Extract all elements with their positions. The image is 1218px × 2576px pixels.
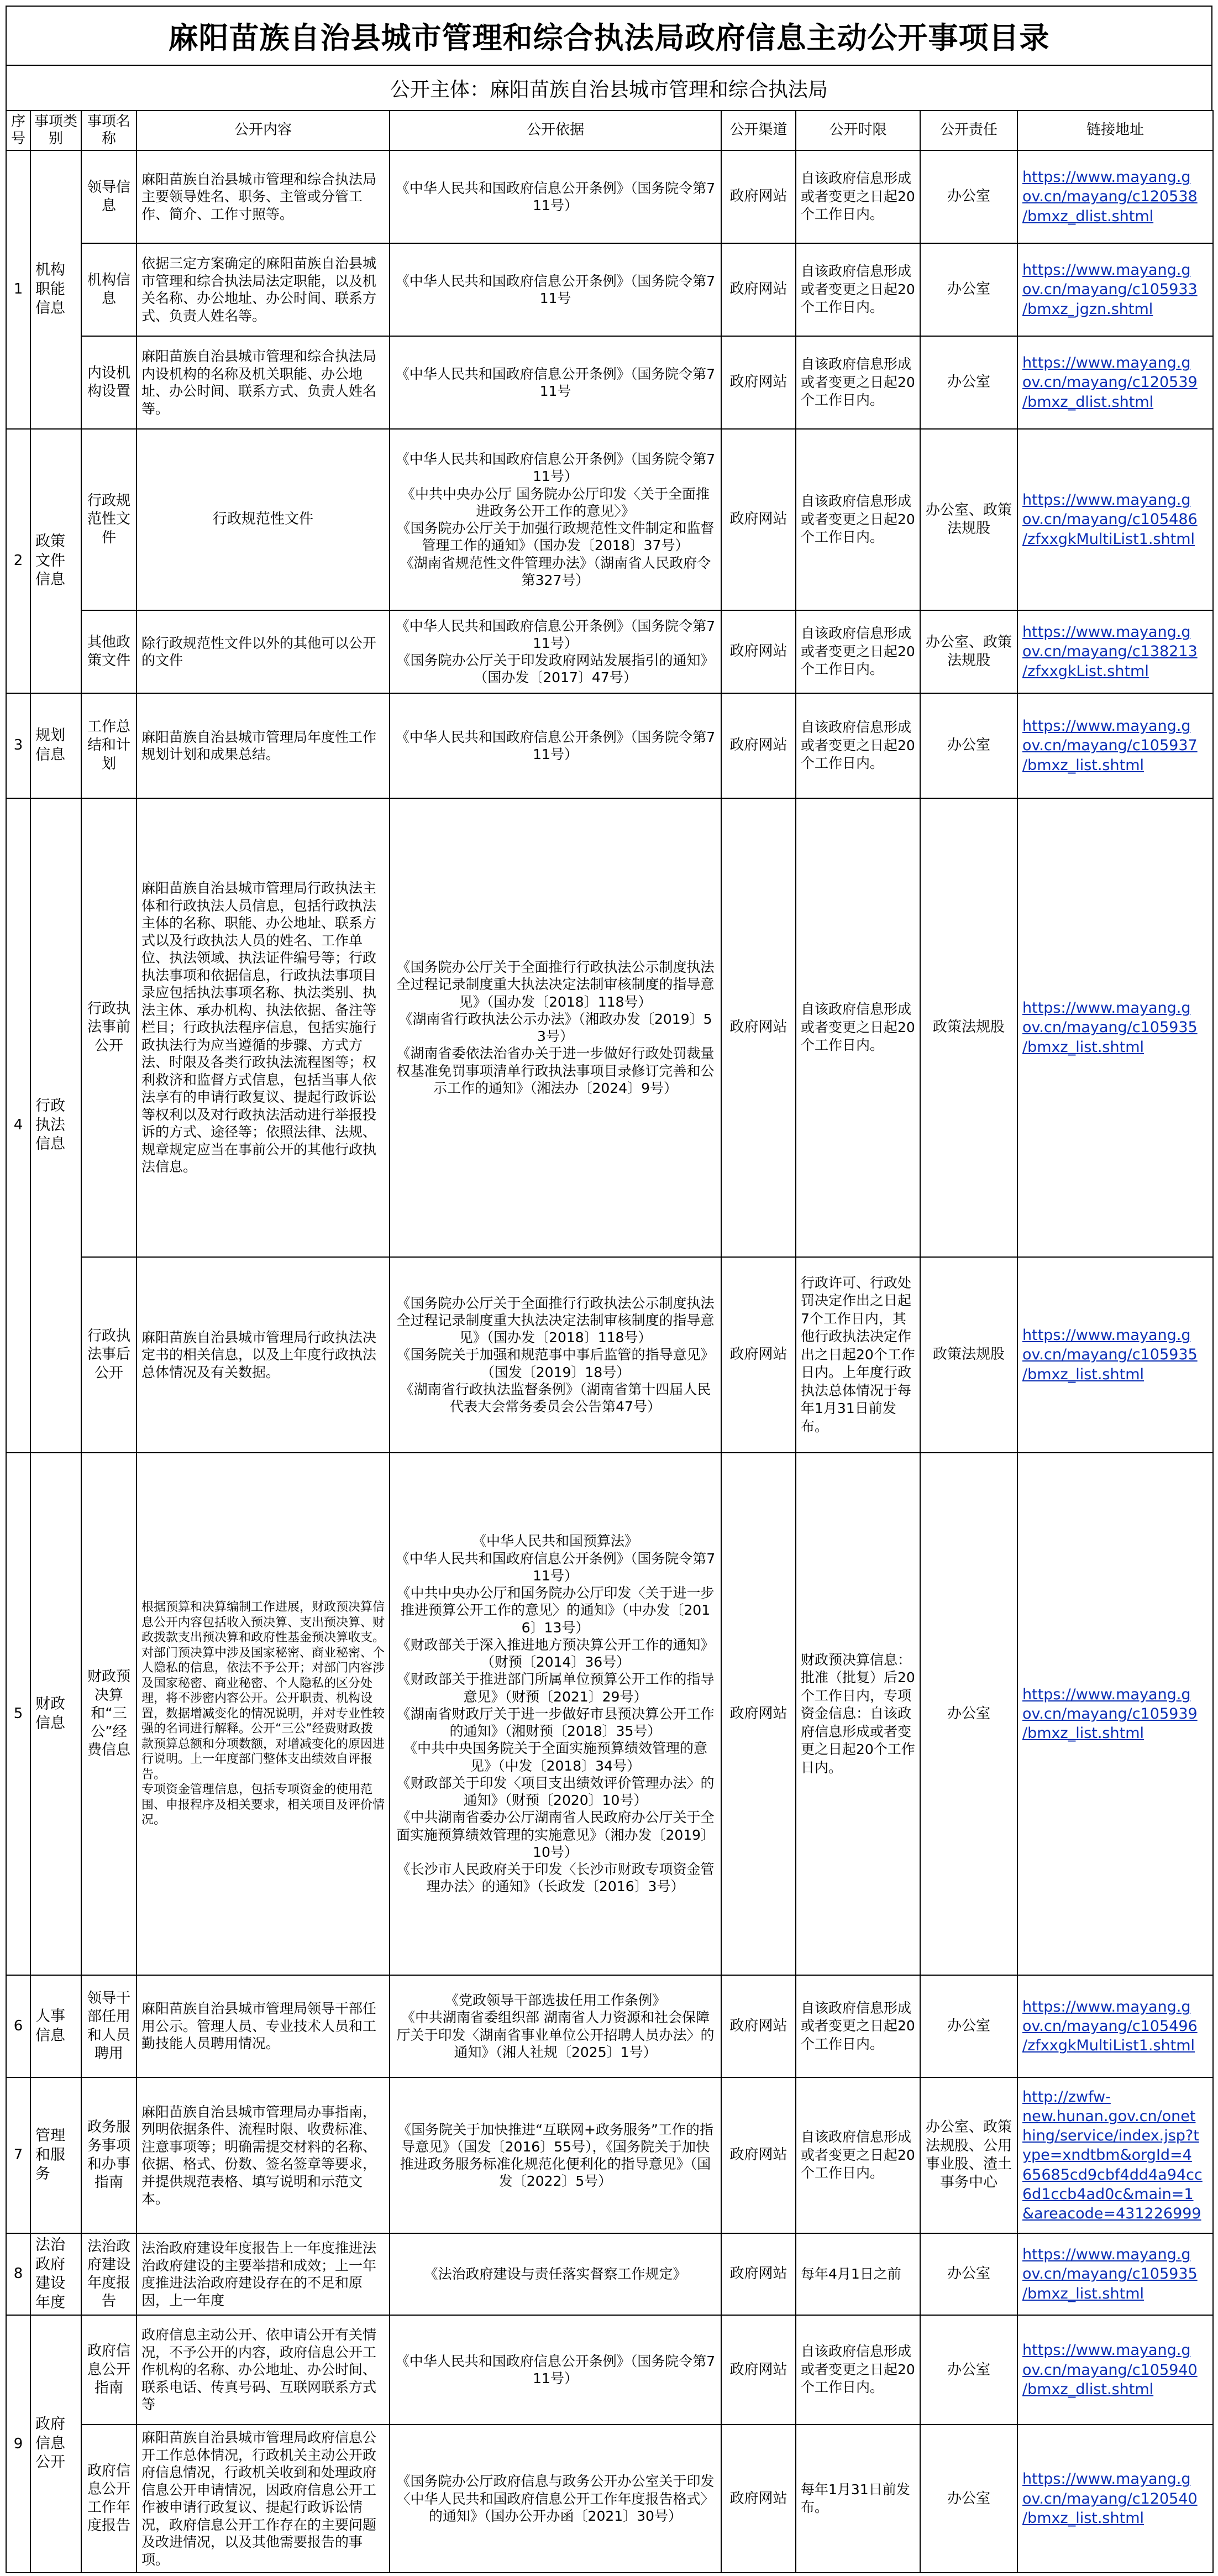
content-cell: 麻阳苗族自治县城市管理局行政执法主体和行政执法人员信息，包括行政执法主体的名称、职能、办公地址、联系方式以及行政执法人员的姓名、工作单位、执法领域、执法证件编号等；行政执法事项和依据信息，行政执法事项目录应包括执法事项名称、执法类别、执法主体、承办机构、执法依据、备注等栏目；行政执法程序信息，包括实施行政执法行为应当遵循的步骤、方式方法、时限及各类行政执法流程图等；权利救济和监督方式信息，包括当事人依法享有的申请行政复议、提起行政诉讼等权利以及对行政执法活动进行举报投诉的方式、途径等；依照法律、法规、规章规定应当在事前公开的其他行政执法信息。 — [136, 798, 390, 1257]
basis-cell: 《中华人民共和国政府信息公开条例》（国务院令第711号 — [390, 336, 721, 429]
time-limit-cell: 自该政府信息形成或者变更之日起20个工作日内。 — [796, 2315, 920, 2425]
basis-cell: 《中华人民共和国政府信息公开条例》（国务院令第711号） — [390, 150, 721, 243]
item-cell: 机构信息 — [81, 243, 136, 336]
time-limit-cell: 自该政府信息形成或者变更之日起20个工作日内。 — [796, 693, 920, 798]
content-cell: 麻阳苗族自治县城市管理局年度性工作规划计划和成果总结。 — [136, 693, 390, 798]
basis-cell: 《中华人民共和国预算法》 《中华人民共和国政府信息公开条例》（国务院令第711号） 《中共中央办公厅和国务院办公厅印发〈关于进一步推进预算公开工作的意见〉的通知》（中办发〔2016〕13号） 《财政部关于深入推进地方预决算公开工作的通知》（财预〔2014〕36号） 《财政部关于推进部门所属单位预算公开工作的指导意见》（财预〔2021〕29号） 《湖南省财政厅关于进一步做好市县预决算公开工作的通知》（湘财预〔2018〕35号） 《中共中央国务院关于全面实施预算绩效管理的意见》（中发〔2018〕34号） 《财政部关于印发〈项目支出绩效评价管理办法〉的通知》（财预〔2020〕10号） 《中共湖南省委办公厅湖南省人民政府办公厅关于全面实施预算绩效管理的实施意见》（湘办发〔2019〕10号） 《长沙市人民政府关于印发〈长沙市财政专项资金管理办法〉的通知》（长政发〔2016〕3号） — [390, 1453, 721, 1975]
channel-cell: 政府网站 — [721, 2315, 796, 2425]
time-limit-cell: 每年4月1日之前 — [796, 2233, 920, 2315]
seq-cell: 9 — [6, 2315, 30, 2573]
table-row — [6, 2425, 1213, 2573]
header-basis: 公开依据 — [390, 111, 721, 150]
item-cell: 行政规范性文件 — [81, 429, 136, 610]
table-header-row — [6, 111, 1213, 150]
basis-cell: 《国务院关于加快推进“互联网+政务服务”工作的指导意见》（国发〔2016〕55号），《国务院关于加快推进政务服务标准化规范化便利化的指导意见》（国发〔2022〕5号） — [390, 2077, 721, 2233]
header-link: 链接地址 — [1017, 111, 1213, 150]
content-cell: 行政规范性文件 — [136, 429, 390, 610]
link-url[interactable]: https://www.mayang.g ov.cn/mayang/c105940 /bmxz_dlist.shtml — [1022, 2342, 1198, 2398]
seq-cell: 6 — [6, 1975, 30, 2077]
item-cell: 政府信息公开工作年度报告 — [81, 2425, 136, 2573]
category-cell: 财政信息 — [30, 1453, 81, 1975]
seq-cell: 5 — [6, 1453, 30, 1975]
link-cell — [1017, 1975, 1213, 2077]
table-row — [6, 693, 1213, 798]
channel-cell: 政府网站 — [721, 798, 796, 1257]
catalog-table — [6, 110, 1214, 2573]
category-cell: 人事信息 — [30, 1975, 81, 2077]
header-seq: 序号 — [6, 111, 30, 150]
time-limit-cell: 每年1月31日前发布。 — [796, 2425, 920, 2573]
responsibility-cell: 办公室 — [920, 2315, 1017, 2425]
header-category: 事项类别 — [30, 111, 81, 150]
link-url[interactable]: https://www.mayang.g ov.cn/mayang/c105935 /bmxz_list.shtml — [1022, 999, 1198, 1056]
link-url[interactable]: https://www.mayang.g ov.cn/mayang/c105939 /bmxz_list.shtml — [1022, 1685, 1198, 1742]
catalog-document — [6, 6, 1212, 2573]
item-cell: 其他政策文件 — [81, 610, 136, 693]
time-limit-cell: 财政预决算信息：批准（批复）后20个工作日内，专项资金信息：自该政府信息形成或者变更之日起20个工作日内。 — [796, 1453, 920, 1975]
table-row — [6, 1975, 1213, 2077]
category-cell: 规划信息 — [30, 693, 81, 798]
item-cell: 财政预决算和“三公”经费信息 — [81, 1453, 136, 1975]
content-cell: 麻阳苗族自治县城市管理局政府信息公开工作总体情况，行政机关主动公开政府信息情况，行政机关收到和处理政府信息公开申请情况，因政府信息公开工作被申请行政复议、提起行政诉讼情况，政府信息公开工作存在的主要问题及改进情况，以及其他需要报告的事项。 — [136, 2425, 390, 2573]
link-cell — [1017, 2233, 1213, 2315]
table-row — [6, 243, 1213, 336]
channel-cell: 政府网站 — [721, 2425, 796, 2573]
content-cell: 麻阳苗族自治县城市管理和综合执法局内设机构的名称及机关职能、办公地址、办公时间、联系方式、负责人姓名等。 — [136, 336, 390, 429]
content-cell: 麻阳苗族自治县城市管理局领导干部任用公示。管理人员、专业技术人员和工勤技能人员聘用情况。 — [136, 1975, 390, 2077]
channel-cell: 政府网站 — [721, 693, 796, 798]
item-cell: 工作总结和计划 — [81, 693, 136, 798]
item-cell: 行政执法事后公开 — [81, 1257, 136, 1453]
category-cell: 政府信息公开 — [30, 2315, 81, 2573]
header-item: 事项名称 — [81, 111, 136, 150]
content-cell: 除行政规范性文件以外的其他可以公开的文件 — [136, 610, 390, 693]
responsibility-cell: 办公室、政策法规股、公用事业股、渣土事务中心 — [920, 2077, 1017, 2233]
basis-cell: 《国务院办公厅关于全面推行行政执法公示制度执法全过程记录制度重大执法决定法制审核制度的指导意见》（国办发〔2018〕118号） 《国务院关于加强和规范事中事后监管的指导意见》（国发〔2019〕18号） 《湖南省行政执法监督条例》（湖南省第十四届人民代表大会常务委员会公告第47号） — [390, 1257, 721, 1453]
seq-cell: 7 — [6, 2077, 30, 2233]
content-cell: 政府信息主动公开、依申请公开有关情况，不予公开的内容，政府信息公开工作机构的名称、办公地址、办公时间、联系电话、传真号码、互联网联系方式等 — [136, 2315, 390, 2425]
table-row — [6, 1453, 1213, 1975]
table-row — [6, 2315, 1213, 2425]
basis-cell: 《中华人民共和国政府信息公开条例》（国务院令第711号） — [390, 2315, 721, 2425]
content-cell: 根据预算和决算编制工作进展，财政预决算信息公开内容包括收入预决算、支出预决算、财政拨款支出预决算和政府性基金预决算收支。对部门预决算中涉及国家秘密、商业秘密、个人隐私的信息，依法不予公开；对部门内容涉及国家秘密、商业秘密、个人隐私的区分处理，将不涉密内容公开。公开职责、机构设置，数据增减变化的情况说明，并对专业性较强的名词进行解释。公开“三公”经费财政拨款预算总额和分项数额，对增减变化的原因进行说明。上一年度部门整体支出绩效自评报告。 专项资金管理信息，包括专项资金的使用范围、申报程序及相关要求，相关项目及评价情况。 — [136, 1453, 390, 1975]
time-limit-cell: 自该政府信息形成或者变更之日起20个工作日内。 — [796, 429, 920, 610]
responsibility-cell: 办公室、政策法规股 — [920, 429, 1017, 610]
content-cell: 麻阳苗族自治县城市管理局办事指南，列明依据条件、流程时限、收费标准、注意事项等；明确需提交材料的名称、依据、格式、份数、签名签章等要求，并提供规范表格、填写说明和示范文本。 — [136, 2077, 390, 2233]
link-cell — [1017, 336, 1213, 429]
header-responsibility: 公开责任 — [920, 111, 1017, 150]
item-cell: 政府信息公开指南 — [81, 2315, 136, 2425]
channel-cell: 政府网站 — [721, 1453, 796, 1975]
link-url[interactable]: https://www.mayang.g ov.cn/mayang/c105937 /bmxz_list.shtml — [1022, 718, 1198, 774]
item-cell: 法治政府建设年度报告 — [81, 2233, 136, 2315]
link-cell — [1017, 2077, 1213, 2233]
table-row — [6, 336, 1213, 429]
seq-cell: 1 — [6, 150, 30, 429]
responsibility-cell: 政策法规股 — [920, 798, 1017, 1257]
category-cell: 法治政府建设年度 — [30, 2233, 81, 2315]
category-cell: 机构职能信息 — [30, 150, 81, 429]
link-cell — [1017, 243, 1213, 336]
publishing-subject: 公开主体：麻阳苗族自治县城市管理和综合执法局 — [6, 65, 1212, 110]
item-cell: 领导干部任用和人员聘用 — [81, 1975, 136, 2077]
seq-cell: 2 — [6, 429, 30, 693]
header-time-limit: 公开时限 — [796, 111, 920, 150]
link-url[interactable]: http://zwfw- new.hunan.gov.cn/onet hing/service/index.jsp?t ype=xndtbm&orgId=4 65685cd9cbf4dd4a94cc 6d1ccb4ad0c&main=1 &areacode=431226999 — [1022, 2088, 1203, 2223]
basis-cell: 《中华人民共和国政府信息公开条例》（国务院令第711号） 《中共中央办公厅 国务院办公厅印发〈关于全面推进政务公开工作的意见〉》 《国务院办公厅关于加强行政规范性文件制定和监督管理工作的通知》（国办发〔2018〕37号） 《湖南省规范性文件管理办法》（湖南省人民政府令第327号） — [390, 429, 721, 610]
item-cell: 政务服务事项和办事指南 — [81, 2077, 136, 2233]
link-url[interactable]: https://www.mayang.g ov.cn/mayang/c120540 /bmxz_list.shtml — [1022, 2470, 1198, 2527]
basis-cell: 《法治政府建设与责任落实督察工作规定》 — [390, 2233, 721, 2315]
channel-cell: 政府网站 — [721, 610, 796, 693]
link-cell — [1017, 693, 1213, 798]
link-cell — [1017, 610, 1213, 693]
link-cell — [1017, 150, 1213, 243]
link-cell — [1017, 429, 1213, 610]
responsibility-cell: 办公室 — [920, 150, 1017, 243]
channel-cell: 政府网站 — [721, 2233, 796, 2315]
time-limit-cell: 自该政府信息形成或者变更之日起20个工作日内。 — [796, 610, 920, 693]
channel-cell: 政府网站 — [721, 150, 796, 243]
responsibility-cell: 办公室、政策法规股 — [920, 610, 1017, 693]
item-cell: 领导信息 — [81, 150, 136, 243]
time-limit-cell: 自该政府信息形成或者变更之日起20个工作日内。 — [796, 336, 920, 429]
table-row — [6, 429, 1213, 610]
table-row — [6, 2233, 1213, 2315]
link-url[interactable]: https://www.mayang.g ov.cn/mayang/c120538 /bmxz_dlist.shtml — [1022, 169, 1198, 225]
link-cell — [1017, 1453, 1213, 1975]
link-url[interactable]: https://www.mayang.g ov.cn/mayang/c105933 /bmxz_jgzn.shtml — [1022, 261, 1198, 318]
link-cell — [1017, 798, 1213, 1257]
category-cell: 管理和服务 — [30, 2077, 81, 2233]
channel-cell: 政府网站 — [721, 1257, 796, 1453]
time-limit-cell: 自该政府信息形成或者变更之日起20个工作日内。 — [796, 243, 920, 336]
category-cell: 行政执法信息 — [30, 798, 81, 1453]
link-url[interactable]: https://www.mayang.g ov.cn/mayang/c105935 /bmxz_list.shtml — [1022, 1327, 1198, 1383]
responsibility-cell: 办公室 — [920, 693, 1017, 798]
responsibility-cell: 办公室 — [920, 2425, 1017, 2573]
seq-cell: 8 — [6, 2233, 30, 2315]
link-url[interactable]: https://www.mayang.g ov.cn/mayang/c105486 /zfxxgkMultiList1.shtml — [1022, 491, 1198, 548]
basis-cell: 《中华人民共和国政府信息公开条例》（国务院令第711号 — [390, 243, 721, 336]
channel-cell: 政府网站 — [721, 243, 796, 336]
responsibility-cell: 办公室 — [920, 243, 1017, 336]
channel-cell: 政府网站 — [721, 429, 796, 610]
item-cell: 行政执法事前公开 — [81, 798, 136, 1257]
link-url[interactable]: https://www.mayang.g ov.cn/mayang/c120539 /bmxz_dlist.shtml — [1022, 354, 1198, 411]
content-cell: 法治政府建设年度报告上一年度推进法治政府建设的主要举措和成效；上一年度推进法治政府建设存在的不足和原因，上一年度 — [136, 2233, 390, 2315]
link-url[interactable]: https://www.mayang.g ov.cn/mayang/c138213 /zfxxgkList.shtml — [1022, 624, 1198, 680]
table-row — [6, 798, 1213, 1257]
content-cell: 依据三定方案确定的麻阳苗族自治县城市管理和综合执法局法定职能，以及机关名称、办公地址、办公时间、联系方式、负责人姓名等。 — [136, 243, 390, 336]
link-cell — [1017, 1257, 1213, 1453]
channel-cell: 政府网站 — [721, 2077, 796, 2233]
header-channel: 公开渠道 — [721, 111, 796, 150]
basis-cell: 《党政领导干部选拔任用工作条例》 《中共湖南省委组织部 湖南省人力资源和社会保障厅关于印发〈湖南省事业单位公开招聘人员办法〉的通知》（湘人社规〔2025〕1号） — [390, 1975, 721, 2077]
header-content: 公开内容 — [136, 111, 390, 150]
time-limit-cell: 自该政府信息形成或者变更之日起20个工作日内。 — [796, 1975, 920, 2077]
responsibility-cell: 政策法规股 — [920, 1257, 1017, 1453]
responsibility-cell: 办公室 — [920, 336, 1017, 429]
time-limit-cell: 自该政府信息形成或者变更之日起20个工作日内。 — [796, 150, 920, 243]
channel-cell: 政府网站 — [721, 1975, 796, 2077]
responsibility-cell: 办公室 — [920, 1975, 1017, 2077]
responsibility-cell: 办公室 — [920, 2233, 1017, 2315]
basis-cell: 《中华人民共和国政府信息公开条例》（国务院令第711号） — [390, 693, 721, 798]
channel-cell: 政府网站 — [721, 336, 796, 429]
basis-cell: 《国务院办公厅政府信息与政务公开办公室关于印发〈中华人民共和国政府信息公开工作年度报告格式〉的通知》（国办公开办函〔2021〕30号） — [390, 2425, 721, 2573]
time-limit-cell: 行政许可、行政处罚决定作出之日起7个工作日内，其他行政执法决定作出之日起20个工作日内。上年度行政执法总体情况于每年1月31日前发布。 — [796, 1257, 920, 1453]
table-row — [6, 2077, 1213, 2233]
category-cell: 政策文件信息 — [30, 429, 81, 693]
link-url[interactable]: https://www.mayang.g ov.cn/mayang/c105496 /zfxxgkMultiList1.shtml — [1022, 1998, 1198, 2055]
table-row — [6, 610, 1213, 693]
responsibility-cell: 办公室 — [920, 1453, 1017, 1975]
seq-cell: 4 — [6, 798, 30, 1453]
link-cell — [1017, 2315, 1213, 2425]
item-cell: 内设机构设置 — [81, 336, 136, 429]
link-cell — [1017, 2425, 1213, 2573]
basis-cell: 《国务院办公厅关于全面推行行政执法公示制度执法全过程记录制度重大执法决定法制审核制度的指导意见》（国办发〔2018〕118号） 《湖南省行政执法公示办法》（湘政办发〔2019〕53号） 《湖南省委依法治省办关于进一步做好行政处罚裁量权基准免罚事项清单行政执法事项目录修订完善和公示工作的通知》（湘法办〔2024〕9号） — [390, 798, 721, 1257]
table-row — [6, 150, 1213, 243]
table-row — [6, 1257, 1213, 1453]
time-limit-cell: 自该政府信息形成或者变更之日起20个工作日内。 — [796, 798, 920, 1257]
page-title: 麻阳苗族自治县城市管理和综合执法局政府信息主动公开事项目录 — [6, 6, 1212, 65]
content-cell: 麻阳苗族自治县城市管理局行政执法决定书的相关信息，以及上年度行政执法总体情况及有关数据。 — [136, 1257, 390, 1453]
content-cell: 麻阳苗族自治县城市管理和综合执法局主要领导姓名、职务、主管或分管工作、简介、工作寸照等。 — [136, 150, 390, 243]
link-url[interactable]: https://www.mayang.g ov.cn/mayang/c105935 /bmxz_list.shtml — [1022, 2246, 1198, 2302]
basis-cell: 《中华人民共和国政府信息公开条例》（国务院令第711号） 《国务院办公厅关于印发政府网站发展指引的通知》（国办发〔2017〕47号） — [390, 610, 721, 693]
time-limit-cell: 自该政府信息形成或者变更之日起20个工作日内。 — [796, 2077, 920, 2233]
seq-cell: 3 — [6, 693, 30, 798]
